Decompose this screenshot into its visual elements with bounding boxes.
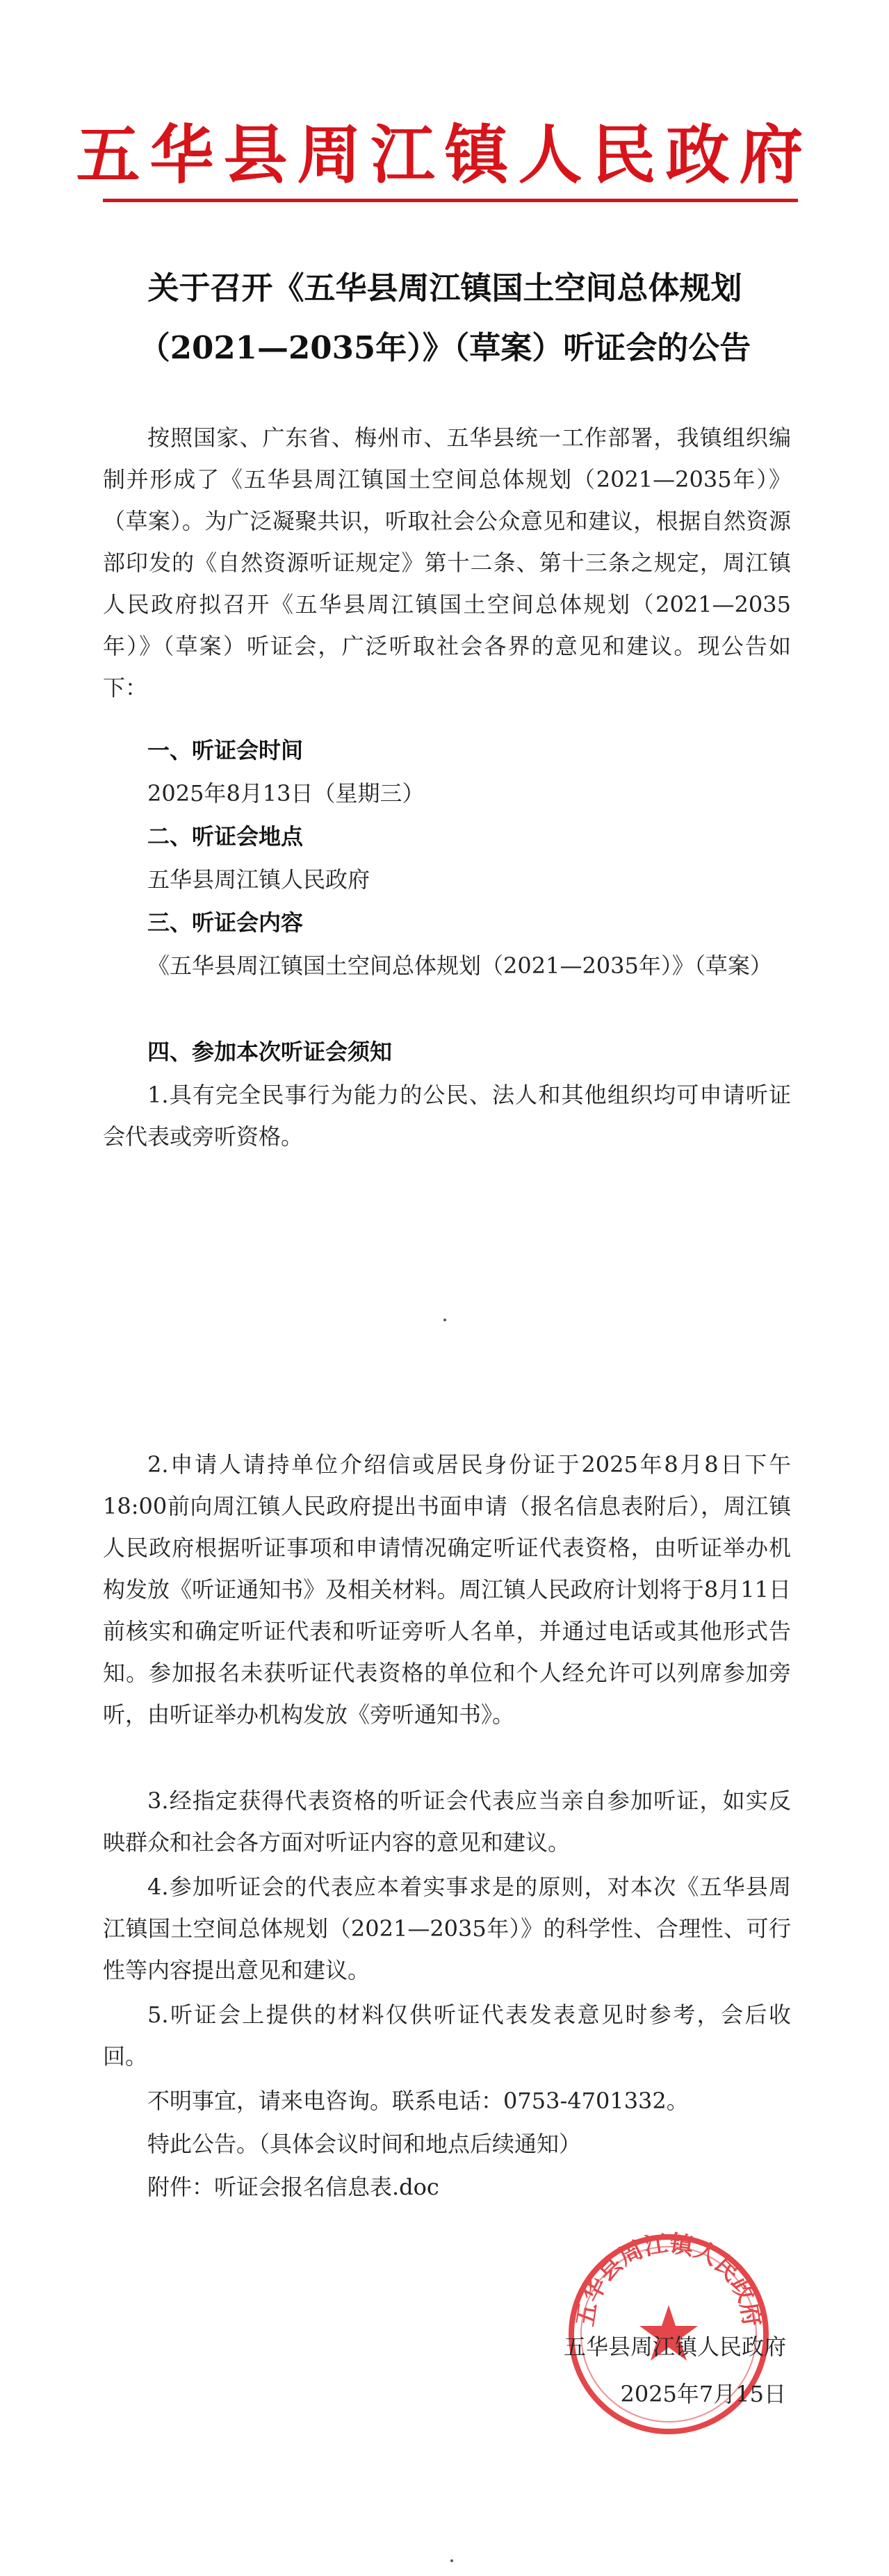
- section1-heading: 一、听证会时间: [147, 737, 304, 763]
- contact-line: 不明事宜，请来电咨询。联系电话：0753-4701332。: [147, 2088, 689, 2114]
- section4-heading: 四、参加本次听证会须知: [147, 1039, 393, 1065]
- notice-item-3: 3.经指定获得代表资格的听证会代表应当亲自参加听证，如实反映群众和社会各方面对听证内容的意见和建议。: [103, 1787, 791, 1856]
- notice-item-2: 2.申请人请持单位介绍信或居民身份证于2025年8月8日下午18:00前向周江镇人民政府提出书面申请（报名信息表附后），周江镇人民政府根据听证事项和申请情况确定听证代表资格，由听证举办机构发放《听证通知书》及相关材料。周江镇人民政府计划将于8月11日前核实和确定听证代表和听证旁听人名单，并通过电话或其他形式告知。参加报名未获听证代表资格的单位和个人经允许可以列席参加旁听，由听证举办机构发放《旁听通知书》。: [103, 1451, 791, 1728]
- signature-date: 2025年7月15日: [620, 2381, 786, 2407]
- letterhead-red-rule: [103, 199, 798, 202]
- notice-title-line2: （2021—2035年）》（草案）听证会的公告: [138, 329, 751, 366]
- section1-text: 2025年8月13日（星期三）: [147, 780, 425, 807]
- scan-dot: [443, 1319, 446, 1321]
- closing-line: 特此公告。（具体会议时间和地点后续通知）: [147, 2131, 582, 2157]
- notice-item-5: 5.听证会上提供的材料仅供听证代表发表意见时参考，会后收回。: [103, 2001, 791, 2070]
- section2-heading: 二、听证会地点: [147, 823, 304, 850]
- intro-paragraph: 按照国家、广东省、梅州市、五华县统一工作部署，我镇组织编制并形成了《五华县周江镇国土空间总体规划（2021—2035年）》（草案）。为广泛凝聚共识，听取社会公众意见和建议，根据自然资源部印发的《自然资源听证规定》第十二条、第十三条之规定，周江镇人民政府拟召开《五华县周江镇国土空间总体规划（2021—2035年）》（草案）听证会，广泛听取社会各界的意见和建议。现公告如下：: [103, 424, 791, 701]
- section3-heading: 三、听证会内容: [147, 909, 304, 936]
- notice-item-4: 4.参加听证会的代表应本着实事求是的原则，对本次《五华县周江镇国土空间总体规划（2021—2035年）》的科学性、合理性、可行性等内容提出意见和建议。: [103, 1874, 791, 1983]
- scan-dot: [450, 2559, 453, 2562]
- notice-title: [104, 258, 785, 378]
- notice-title-line1: 关于召开《五华县周江镇国土空间总体规划: [147, 270, 742, 306]
- signature-org: 五华县周江镇人民政府: [563, 2334, 786, 2360]
- notice-item-1: 1.具有完全民事行为能力的公民、法人和其他组织均可申请听证会代表或旁听资格。: [103, 1082, 791, 1150]
- section3-text: 《五华县周江镇国土空间总体规划（2021—2035年）》（草案）: [147, 952, 772, 979]
- section2-text: 五华县周江镇人民政府: [147, 866, 370, 893]
- letterhead-org-name: 五华县周江镇人民政府: [76, 117, 813, 192]
- attachment-line: 附件：听证会报名信息表.doc: [147, 2174, 439, 2200]
- svg-text:五华县周江镇人民政府: 五华县周江镇人民政府: [571, 2230, 766, 2329]
